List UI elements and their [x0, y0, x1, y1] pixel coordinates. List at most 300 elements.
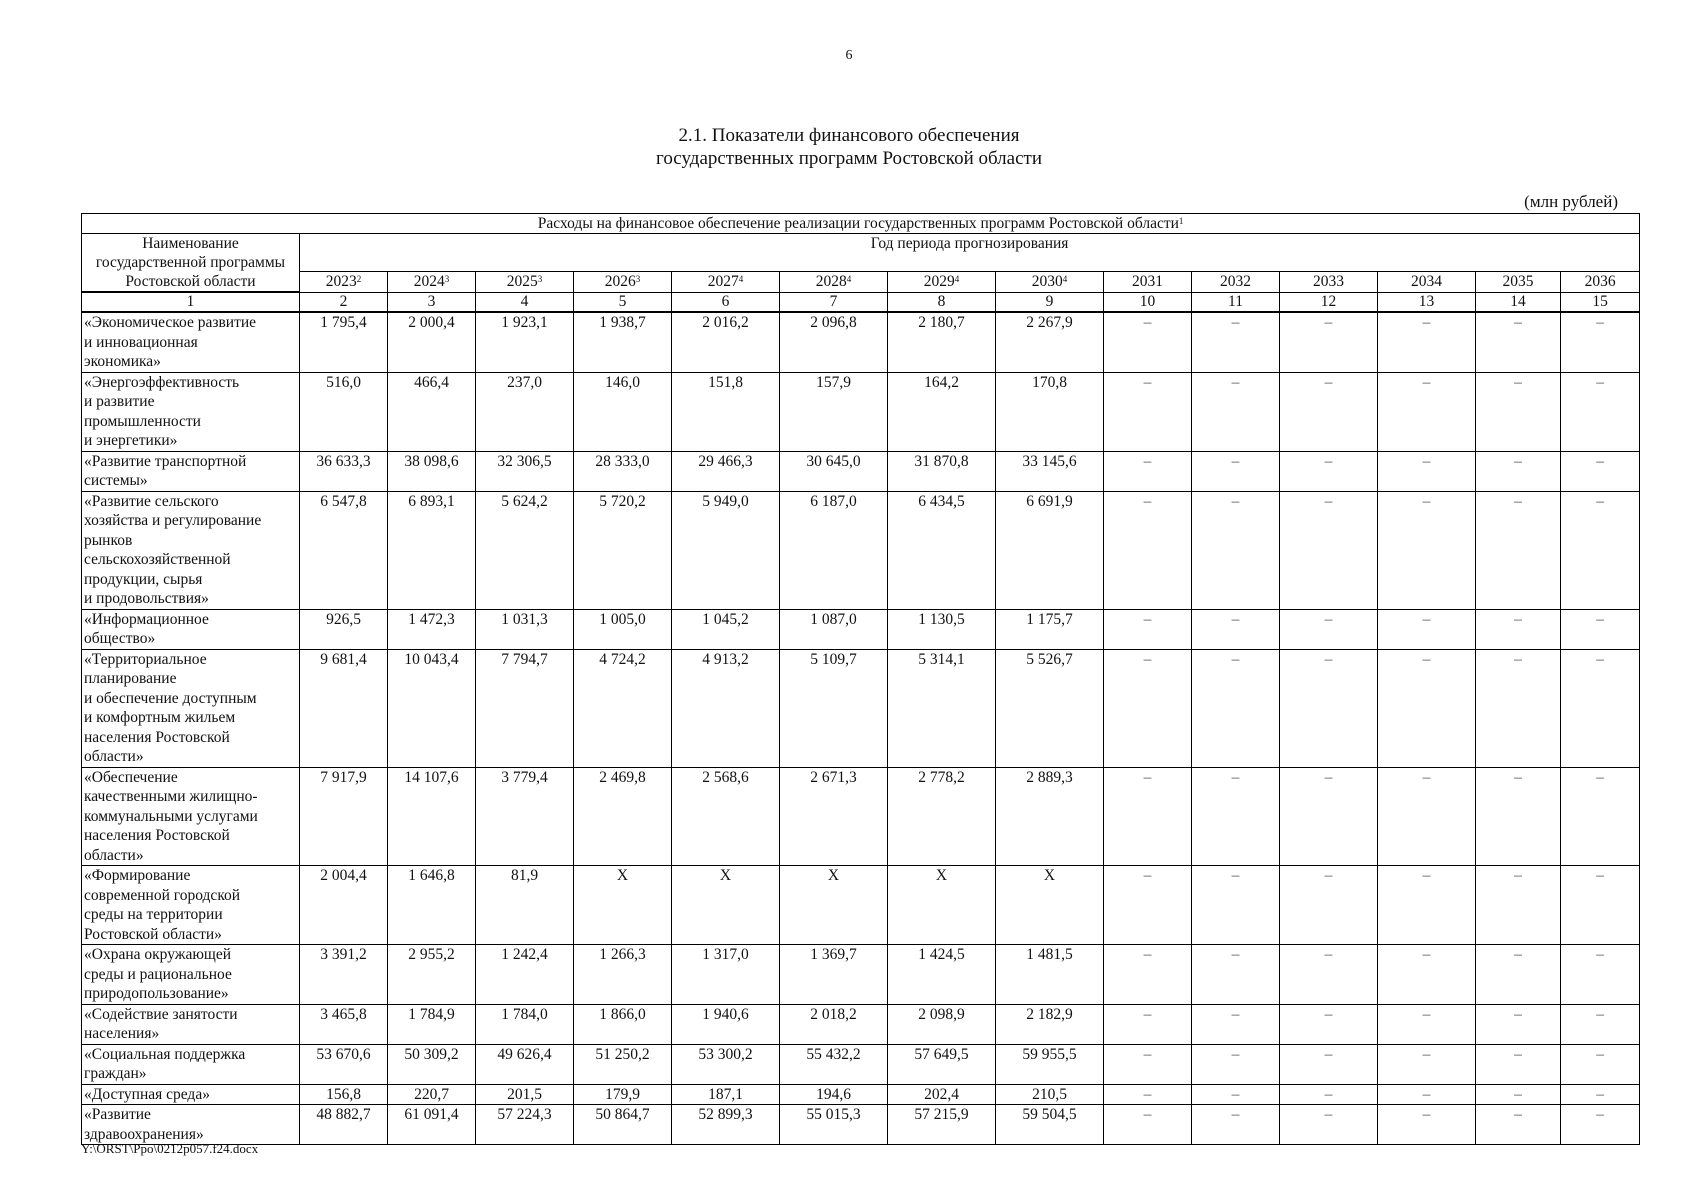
value-cell: – [1378, 609, 1476, 649]
value-cell: – [1561, 451, 1640, 491]
value-cell: – [1280, 1084, 1378, 1105]
value-cell: 1 866,0 [574, 1004, 672, 1044]
value-cell: – [1104, 866, 1192, 945]
program-name-line: Ростовской области» [84, 925, 222, 943]
value-cell: – [1104, 372, 1192, 451]
value-cell: 2 182,9 [996, 1004, 1104, 1044]
value-cell: 2 004,4 [300, 866, 388, 945]
column-index-cell: 14 [1476, 292, 1561, 312]
value-cell: 179,9 [574, 1084, 672, 1105]
column-index-cell: 7 [780, 292, 888, 312]
program-name-cell [82, 649, 300, 767]
value-cell: 55 432,2 [780, 1044, 888, 1084]
name-header-line: Наименование [142, 235, 239, 252]
value-cell: – [1104, 649, 1192, 767]
program-name-cell [82, 945, 300, 1005]
value-cell: 5 314,1 [888, 649, 996, 767]
value-cell: – [1280, 372, 1378, 451]
value-cell: – [1476, 866, 1561, 945]
value-cell: – [1192, 609, 1280, 649]
year-label: 2034 [1411, 272, 1442, 290]
program-name-header [82, 234, 300, 293]
super-header-text: Расходы на финансовое обеспечение реализации государственных программ Ростовской области [537, 215, 1179, 232]
value-cell: – [1476, 372, 1561, 451]
program-name-cell [82, 1004, 300, 1044]
value-cell: – [1476, 1004, 1561, 1044]
value-cell: 4 913,2 [672, 649, 780, 767]
value-cell: 201,5 [476, 1084, 574, 1105]
program-name-line: общество» [84, 630, 156, 647]
value-cell: 2 267,9 [996, 312, 1104, 372]
value-cell: – [1192, 649, 1280, 767]
year-header-cell [1280, 271, 1378, 292]
value-cell: – [1561, 312, 1640, 372]
column-index-cell: 5 [574, 292, 672, 312]
value-cell: 1 005,0 [574, 609, 672, 649]
program-name-line: «Социальная поддержка [84, 1045, 246, 1063]
value-cell: – [1476, 649, 1561, 767]
year-header-cell [574, 271, 672, 292]
year-footnote: 3 [444, 273, 450, 284]
year-header-cell [780, 271, 888, 292]
value-cell: – [1378, 649, 1476, 767]
value-cell: Х [996, 866, 1104, 945]
value-cell: – [1378, 945, 1476, 1005]
document-title [0, 124, 1698, 170]
program-name-line: «Информационное [84, 610, 209, 628]
program-name-line: планирование [84, 670, 177, 687]
value-cell: 5 109,7 [780, 649, 888, 767]
program-name-line: сельскохозяйственной [84, 551, 231, 568]
value-cell: 926,5 [300, 609, 388, 649]
value-cell: – [1104, 1084, 1192, 1105]
value-cell: 2 098,9 [888, 1004, 996, 1044]
program-name-line: и развитие [84, 393, 155, 410]
table-row [82, 866, 1640, 945]
value-cell: 1 784,9 [388, 1004, 476, 1044]
value-cell: – [1476, 1044, 1561, 1084]
program-name-line: «Обеспечение [84, 768, 178, 786]
table-row [82, 1105, 1640, 1145]
program-name-line: коммунальными услугами [84, 807, 258, 825]
program-name-cell [82, 1105, 300, 1145]
value-cell: 55 015,3 [780, 1105, 888, 1145]
table-row [82, 1044, 1640, 1084]
value-cell: – [1192, 1084, 1280, 1105]
value-cell: 164,2 [888, 372, 996, 451]
year-label: 2032 [1220, 272, 1251, 290]
value-cell: 466,4 [388, 372, 476, 451]
value-cell: – [1280, 866, 1378, 945]
value-cell: 1 472,3 [388, 609, 476, 649]
value-cell: – [1280, 767, 1378, 866]
value-cell: 170,8 [996, 372, 1104, 451]
column-index-cell: 8 [888, 292, 996, 312]
value-cell: Х [888, 866, 996, 945]
value-cell: 6 434,5 [888, 491, 996, 609]
program-name-cell [82, 609, 300, 649]
value-cell: 51 250,2 [574, 1044, 672, 1084]
period-header: Год периода прогнозирования [300, 234, 1640, 272]
value-cell: 57 215,9 [888, 1105, 996, 1145]
value-cell: – [1561, 767, 1640, 866]
value-cell: 3 779,4 [476, 767, 574, 866]
column-index-cell: 10 [1104, 292, 1192, 312]
value-cell: 53 670,6 [300, 1044, 388, 1084]
value-cell: 2 568,6 [672, 767, 780, 866]
value-cell: 28 333,0 [574, 451, 672, 491]
name-header-line: государственной программы [95, 254, 286, 271]
column-index-cell: 15 [1561, 292, 1640, 312]
table-row [82, 609, 1640, 649]
value-cell: 53 300,2 [672, 1044, 780, 1084]
value-cell: – [1378, 1004, 1476, 1044]
value-cell: – [1476, 451, 1561, 491]
value-cell: – [1378, 451, 1476, 491]
program-name-line: граждан» [84, 1065, 147, 1082]
value-cell: – [1280, 945, 1378, 1005]
program-name-line: населения» [84, 1025, 160, 1042]
value-cell: 156,8 [300, 1084, 388, 1105]
value-cell: – [1561, 649, 1640, 767]
value-cell: 194,6 [780, 1084, 888, 1105]
program-name-line: области» [84, 748, 144, 765]
value-cell: Х [672, 866, 780, 945]
value-cell: 2 889,3 [996, 767, 1104, 866]
value-cell: – [1561, 866, 1640, 945]
value-cell: 36 633,3 [300, 451, 388, 491]
year-header-cell [388, 271, 476, 292]
table-row [82, 372, 1640, 451]
value-cell: – [1280, 451, 1378, 491]
title-line-2: государственных программ Ростовской области [656, 148, 1042, 169]
value-cell: Х [574, 866, 672, 945]
value-cell: 49 626,4 [476, 1044, 574, 1084]
year-header-cell [300, 271, 388, 292]
value-cell: 146,0 [574, 372, 672, 451]
value-cell: Х [780, 866, 888, 945]
value-cell: 1 923,1 [476, 312, 574, 372]
program-name-cell [82, 491, 300, 609]
super-header-footnote: 1 [1178, 216, 1184, 226]
value-cell: – [1192, 866, 1280, 945]
value-cell: – [1476, 945, 1561, 1005]
program-name-line: «Экономическое развитие [84, 314, 257, 331]
program-name-cell [82, 866, 300, 945]
value-cell: 59 504,5 [996, 1105, 1104, 1145]
table-row [82, 491, 1640, 609]
value-cell: 1 317,0 [672, 945, 780, 1005]
program-name-line: и инновационная [84, 333, 198, 351]
year-header-cell [1192, 271, 1280, 292]
value-cell: 57 649,5 [888, 1044, 996, 1084]
value-cell: 6 187,0 [780, 491, 888, 609]
value-cell: 30 645,0 [780, 451, 888, 491]
table-row [82, 1004, 1640, 1044]
value-cell: – [1561, 1044, 1640, 1084]
value-cell: – [1378, 1105, 1476, 1145]
value-cell: 61 091,4 [388, 1105, 476, 1145]
value-cell: 6 893,1 [388, 491, 476, 609]
value-cell: – [1378, 866, 1476, 945]
program-name-line: «Развитие транспортной [84, 452, 247, 470]
value-cell: 516,0 [300, 372, 388, 451]
year-label: 2029 [923, 272, 955, 290]
value-cell: 5 720,2 [574, 491, 672, 609]
value-cell: – [1378, 372, 1476, 451]
value-cell: 6 691,9 [996, 491, 1104, 609]
year-footnote: 3 [635, 273, 641, 284]
value-cell: 1 784,0 [476, 1004, 574, 1044]
value-cell: 1 646,8 [388, 866, 476, 945]
program-name-cell [82, 451, 300, 491]
title-line-1: 2.1. Показатели финансового обеспечения [678, 125, 1020, 146]
column-index-cell: 3 [388, 292, 476, 312]
value-cell: 2 018,2 [780, 1004, 888, 1044]
year-header-cell [1561, 271, 1640, 292]
program-name-line: и обеспечение доступным [84, 689, 257, 707]
value-cell: – [1476, 312, 1561, 372]
value-cell: – [1476, 1084, 1561, 1105]
program-name-cell [82, 1044, 300, 1084]
value-cell: 1 242,4 [476, 945, 574, 1005]
value-cell: – [1280, 649, 1378, 767]
program-name-cell [82, 372, 300, 451]
value-cell: 4 724,2 [574, 649, 672, 767]
value-cell: – [1378, 767, 1476, 866]
value-cell: – [1561, 1105, 1640, 1145]
value-cell: 48 882,7 [300, 1105, 388, 1145]
column-index-cell: 13 [1378, 292, 1476, 312]
value-cell: – [1561, 609, 1640, 649]
program-name-line: среды и рациональное [84, 965, 232, 983]
value-cell: – [1476, 767, 1561, 866]
value-cell: 210,5 [996, 1084, 1104, 1105]
program-name-line: «Доступная среда» [84, 1085, 210, 1103]
financing-table [81, 213, 1640, 1145]
program-name-cell [82, 312, 300, 372]
unit-label: (млн рублей) [1524, 192, 1618, 211]
value-cell: 1 481,5 [996, 945, 1104, 1005]
year-footnote: 3 [537, 273, 543, 284]
year-header-row [82, 271, 1640, 292]
value-cell: – [1378, 491, 1476, 609]
program-name-cell [82, 1084, 300, 1105]
value-cell: 151,8 [672, 372, 780, 451]
program-name-line: «Энергоэффективность [84, 373, 240, 391]
year-header-cell [888, 271, 996, 292]
value-cell: 38 098,6 [388, 451, 476, 491]
value-cell: – [1192, 945, 1280, 1005]
year-header-cell [996, 271, 1104, 292]
value-cell: 2 000,4 [388, 312, 476, 372]
value-cell: 81,9 [476, 866, 574, 945]
value-cell: 14 107,6 [388, 767, 476, 866]
value-cell: – [1192, 1105, 1280, 1145]
program-name-line: и продовольствия» [84, 590, 209, 607]
value-cell: – [1476, 609, 1561, 649]
column-index-cell: 12 [1280, 292, 1378, 312]
value-cell: – [1192, 491, 1280, 609]
year-label: 2027 [707, 272, 739, 290]
value-cell: 5 624,2 [476, 491, 574, 609]
program-name-line: и комфортным жильем [84, 709, 236, 726]
value-cell: – [1192, 312, 1280, 372]
value-cell: 32 306,5 [476, 451, 574, 491]
year-header-cell [1476, 271, 1561, 292]
value-cell: – [1192, 1044, 1280, 1084]
program-name-line: современной городской [84, 886, 241, 904]
value-cell: – [1561, 1004, 1640, 1044]
table-row [82, 945, 1640, 1005]
program-name-line: хозяйства и регулирование [84, 512, 262, 529]
program-name-line: рынков [84, 531, 133, 549]
value-cell: 7 917,9 [300, 767, 388, 866]
value-cell: – [1561, 491, 1640, 609]
table-row [82, 1084, 1640, 1105]
value-cell: – [1280, 1004, 1378, 1044]
column-index-cell: 2 [300, 292, 388, 312]
value-cell: – [1378, 1044, 1476, 1084]
value-cell: – [1104, 609, 1192, 649]
value-cell: – [1192, 1004, 1280, 1044]
program-name-cell [82, 767, 300, 866]
value-cell: – [1280, 491, 1378, 609]
table-super-header [82, 214, 1640, 234]
value-cell: – [1280, 312, 1378, 372]
program-name-line: области» [84, 846, 144, 864]
value-cell: 33 145,6 [996, 451, 1104, 491]
value-cell: 2 469,8 [574, 767, 672, 866]
value-cell: – [1104, 1044, 1192, 1084]
value-cell: 202,4 [888, 1084, 996, 1105]
value-cell: 2 016,2 [672, 312, 780, 372]
value-cell: 52 899,3 [672, 1105, 780, 1145]
table-row [82, 649, 1640, 767]
value-cell: 5 949,0 [672, 491, 780, 609]
value-cell: – [1104, 491, 1192, 609]
value-cell: 1 045,2 [672, 609, 780, 649]
program-name-line: здравоохранения» [84, 1125, 204, 1143]
table-row [82, 451, 1640, 491]
value-cell: 157,9 [780, 372, 888, 451]
program-name-line: качественными жилищно- [84, 788, 258, 805]
year-label: 2035 [1502, 272, 1534, 290]
column-index-cell: 6 [672, 292, 780, 312]
column-index-row [82, 292, 1640, 312]
value-cell: – [1280, 609, 1378, 649]
year-label: 2028 [815, 272, 847, 290]
value-cell: 57 224,3 [476, 1105, 574, 1145]
value-cell: 2 955,2 [388, 945, 476, 1005]
value-cell: 1 087,0 [780, 609, 888, 649]
program-name-line: и энергетики» [84, 432, 178, 449]
year-footnote: 2 [356, 273, 362, 284]
value-cell: 1 424,5 [888, 945, 996, 1005]
value-cell: 3 391,2 [300, 945, 388, 1005]
year-footnote: 4 [738, 273, 744, 284]
program-name-line: «Содействие занятости [84, 1005, 238, 1023]
page-number: 6 [845, 48, 853, 63]
column-index-cell: 11 [1192, 292, 1280, 312]
program-name-line: продукции, сырья [84, 570, 203, 588]
value-cell: 237,0 [476, 372, 574, 451]
value-cell: 1 940,6 [672, 1004, 780, 1044]
value-cell: 31 870,8 [888, 451, 996, 491]
value-cell: 2 671,3 [780, 767, 888, 866]
value-cell: 3 465,8 [300, 1004, 388, 1044]
value-cell: – [1280, 1105, 1378, 1145]
column-index-cell: 4 [476, 292, 574, 312]
value-cell: 187,1 [672, 1084, 780, 1105]
program-name-line: «Территориальное [84, 650, 207, 668]
name-header-line: Ростовской области [125, 273, 256, 290]
value-cell: – [1378, 1084, 1476, 1105]
year-label: 2033 [1313, 272, 1344, 290]
value-cell: – [1104, 312, 1192, 372]
program-name-line: населения Ростовской [84, 728, 230, 746]
value-cell: 9 681,4 [300, 649, 388, 767]
value-cell: 5 526,7 [996, 649, 1104, 767]
value-cell: 50 864,7 [574, 1105, 672, 1145]
year-footnote: 4 [954, 273, 960, 284]
program-name-line: системы» [84, 472, 148, 489]
year-header-cell [476, 271, 574, 292]
value-cell: 2 778,2 [888, 767, 996, 866]
value-cell: 2 096,8 [780, 312, 888, 372]
program-name-line: «Формирование [84, 867, 191, 884]
value-cell: 50 309,2 [388, 1044, 476, 1084]
value-cell: – [1192, 372, 1280, 451]
value-cell: – [1476, 1105, 1561, 1145]
value-cell: – [1104, 1105, 1192, 1145]
value-cell: 59 955,5 [996, 1044, 1104, 1084]
program-name-line: «Развитие сельского [84, 492, 219, 510]
value-cell: 1 266,3 [574, 945, 672, 1005]
value-cell: – [1561, 1084, 1640, 1105]
value-cell: 6 547,8 [300, 491, 388, 609]
program-name-line: среды на территории [84, 906, 223, 923]
year-footnote: 4 [1062, 273, 1068, 284]
year-header-cell [1378, 271, 1476, 292]
value-cell: 7 794,7 [476, 649, 574, 767]
year-label: 2026 [604, 272, 636, 290]
value-cell: – [1104, 1004, 1192, 1044]
column-index-cell: 1 [82, 292, 300, 312]
value-cell: 1 031,3 [476, 609, 574, 649]
value-cell: – [1104, 767, 1192, 866]
program-name-line: «Охрана окружающей [84, 946, 232, 963]
value-cell: 1 130,5 [888, 609, 996, 649]
file-path-footer: Y:\ORST\Ppo\0212p057.f24.docx [81, 1141, 259, 1156]
year-label: 2023 [325, 272, 357, 290]
program-name-line: промышленности [84, 412, 201, 430]
program-name-line: «Развитие [84, 1106, 151, 1123]
value-cell: – [1104, 451, 1192, 491]
year-header-cell [672, 271, 780, 292]
program-name-line: природопользование» [84, 985, 229, 1002]
value-cell: 1 369,7 [780, 945, 888, 1005]
year-label: 2030 [1031, 272, 1063, 290]
value-cell: – [1192, 451, 1280, 491]
table-row [82, 767, 1640, 866]
year-label: 2031 [1132, 272, 1163, 290]
value-cell: 220,7 [388, 1084, 476, 1105]
value-cell: – [1476, 491, 1561, 609]
table-row [82, 312, 1640, 372]
year-label: 2025 [506, 272, 538, 290]
value-cell: 29 466,3 [672, 451, 780, 491]
